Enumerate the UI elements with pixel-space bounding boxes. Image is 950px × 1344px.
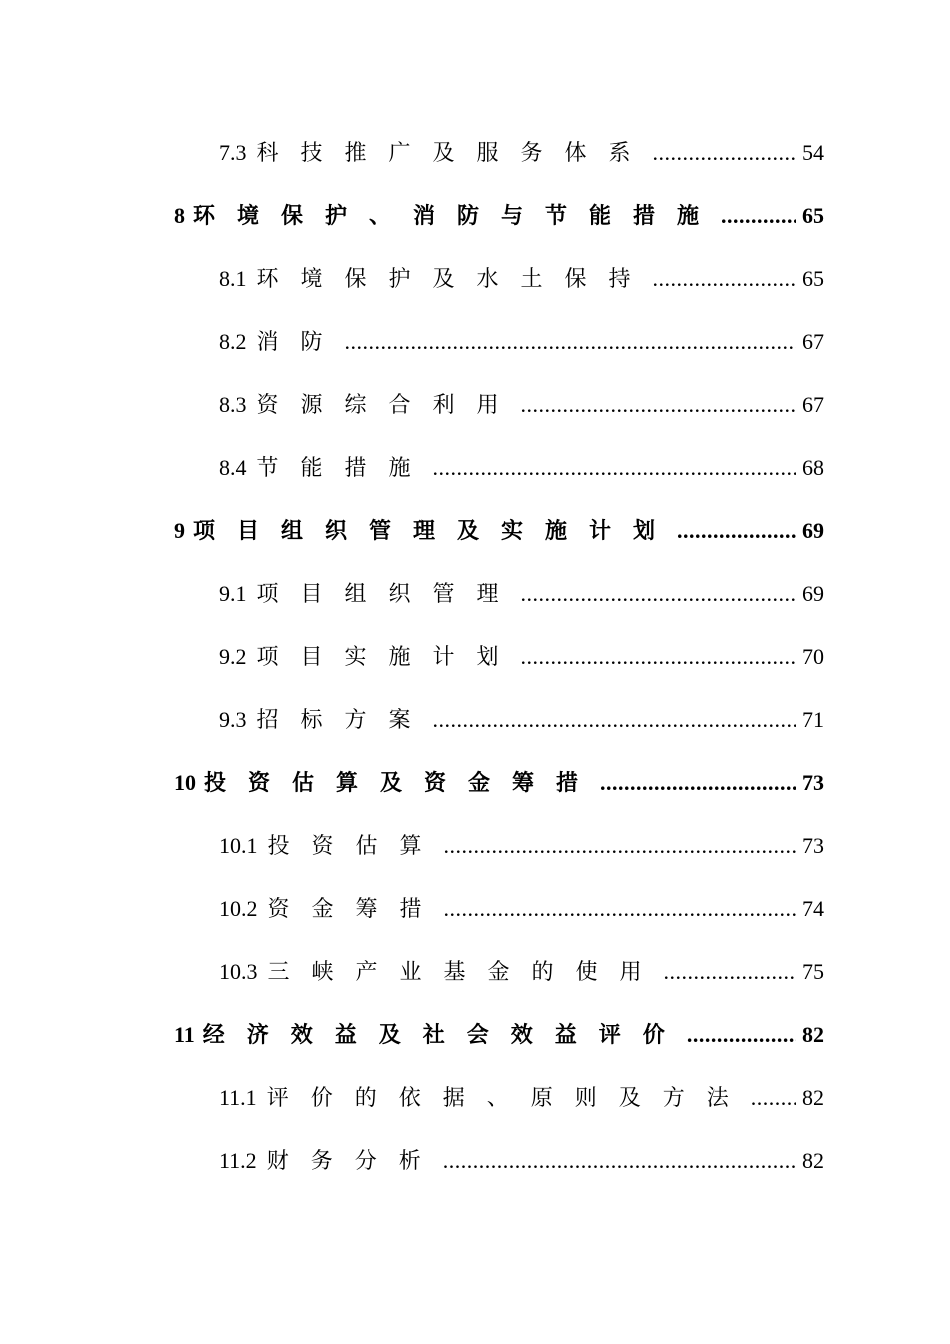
dot-leader — [444, 896, 796, 922]
page-number: 70 — [802, 644, 824, 669]
chapter-number: 8 — [174, 203, 185, 228]
toc-row — [0, 496, 950, 559]
section-title: 三峡产业基金的使用 — [267, 959, 664, 984]
section-number: 8.2 — [219, 329, 247, 354]
section-title: 项目组织管理 — [256, 581, 521, 606]
toc-row — [0, 244, 950, 307]
chapter-number: 10 — [174, 770, 196, 795]
section-number: 10.2 — [219, 896, 258, 921]
toc-row — [0, 937, 950, 1000]
dot-leader — [521, 392, 796, 418]
dot-leader — [345, 329, 796, 355]
toc-entry[interactable] — [219, 451, 824, 482]
toc-entry[interactable] — [219, 136, 824, 167]
dot-leader — [687, 1022, 796, 1048]
toc-entry[interactable] — [219, 388, 824, 419]
dot-leader — [521, 644, 796, 670]
dot-leader — [751, 1085, 796, 1111]
toc-row — [0, 1000, 950, 1063]
page-number: 73 — [802, 833, 824, 858]
toc-entry[interactable] — [219, 892, 824, 923]
dot-leader — [653, 140, 796, 166]
page-number: 82 — [802, 1022, 824, 1047]
toc-entry[interactable] — [219, 640, 824, 671]
section-title: 财务分析 — [266, 1148, 443, 1173]
toc-entry[interactable] — [219, 703, 824, 734]
page-number: 68 — [802, 455, 824, 480]
page-number: 73 — [802, 770, 824, 795]
dot-leader — [721, 203, 796, 229]
toc-row — [0, 748, 950, 811]
page-number: 82 — [802, 1085, 824, 1110]
toc-row — [0, 1063, 950, 1126]
section-title: 环境保护及水土保持 — [256, 266, 653, 291]
toc-row — [0, 307, 950, 370]
toc-entry[interactable] — [219, 955, 824, 986]
toc-entry[interactable] — [219, 1081, 824, 1112]
toc-entry[interactable] — [174, 199, 824, 230]
section-number: 7.3 — [219, 140, 247, 165]
toc-row — [0, 874, 950, 937]
toc-row — [0, 181, 950, 244]
section-title: 资金筹措 — [267, 896, 444, 921]
chapter-title: 项目组织管理及实施计划 — [193, 518, 678, 543]
toc-entry[interactable] — [174, 1018, 824, 1049]
chapter-title: 环境保护、消防与节能措施 — [193, 203, 722, 228]
page-number: 54 — [802, 140, 824, 165]
section-number: 10.3 — [219, 959, 258, 984]
section-number: 11.2 — [219, 1148, 257, 1173]
section-title: 评价的依据、原则及方法 — [266, 1085, 751, 1110]
dot-leader — [433, 455, 796, 481]
toc-row — [0, 118, 950, 181]
section-number: 10.1 — [219, 833, 258, 858]
dot-leader — [600, 770, 796, 796]
page-number: 69 — [802, 518, 824, 543]
section-title: 招标方案 — [256, 707, 433, 732]
dot-leader — [664, 959, 796, 985]
toc-row — [0, 433, 950, 496]
section-title: 消防 — [256, 329, 345, 354]
page-number: 74 — [802, 896, 824, 921]
section-title: 节能措施 — [256, 455, 433, 480]
chapter-title: 投资估算及资金筹措 — [204, 770, 601, 795]
toc-entry[interactable] — [174, 514, 824, 545]
page-number: 69 — [802, 581, 824, 606]
section-number: 11.1 — [219, 1085, 257, 1110]
toc-row — [0, 622, 950, 685]
page-number: 67 — [802, 329, 824, 354]
chapter-title: 经济效益及社会效益评价 — [202, 1022, 687, 1047]
section-title: 资源综合利用 — [256, 392, 521, 417]
dot-leader — [444, 833, 796, 859]
section-number: 9.3 — [219, 707, 247, 732]
section-number: 9.1 — [219, 581, 247, 606]
toc-row — [0, 370, 950, 433]
toc-entry[interactable] — [174, 766, 824, 797]
chapter-number: 11 — [174, 1022, 195, 1047]
dot-leader — [443, 1148, 796, 1174]
section-number: 8.3 — [219, 392, 247, 417]
page-number: 65 — [802, 203, 824, 228]
section-title: 项目实施计划 — [256, 644, 521, 669]
section-title: 投资估算 — [267, 833, 444, 858]
toc-entry[interactable] — [219, 262, 824, 293]
dot-leader — [521, 581, 796, 607]
section-number: 9.2 — [219, 644, 247, 669]
page-number: 67 — [802, 392, 824, 417]
section-number: 8.4 — [219, 455, 247, 480]
dot-leader — [677, 518, 796, 544]
page-number: 65 — [802, 266, 824, 291]
toc-entry[interactable] — [219, 577, 824, 608]
toc-row — [0, 811, 950, 874]
table-of-contents — [0, 118, 950, 1189]
page-number: 82 — [802, 1148, 824, 1173]
toc-entry[interactable] — [219, 829, 824, 860]
toc-entry[interactable] — [219, 1144, 824, 1175]
page-number: 71 — [802, 707, 824, 732]
toc-row — [0, 685, 950, 748]
toc-row — [0, 1126, 950, 1189]
toc-row — [0, 559, 950, 622]
chapter-number: 9 — [174, 518, 185, 543]
dot-leader — [433, 707, 796, 733]
dot-leader — [653, 266, 796, 292]
section-number: 8.1 — [219, 266, 247, 291]
page-number: 75 — [802, 959, 824, 984]
toc-entry[interactable] — [219, 325, 824, 356]
section-title: 科技推广及服务体系 — [256, 140, 653, 165]
